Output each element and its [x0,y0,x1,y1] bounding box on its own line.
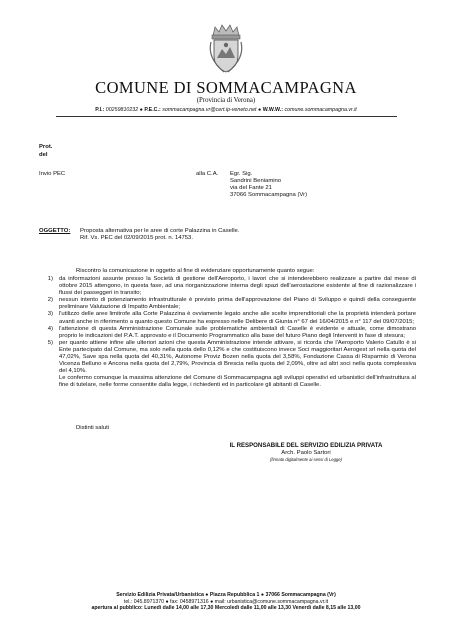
list-item [39,340,416,375]
footer-opening-hours: apertura al pubblico: Lunedì dalle 14,00 alle 17,30 Mercoledì dalle 11,00 alle 13,30 Venerdì dalle 8,15 alle 13,00 [91,605,361,612]
recipient-line: Egr. Sig. [230,171,253,177]
list-item-number: 3) [47,311,53,318]
signature-name: Arch. Paolo Sartori [281,450,331,456]
del-label: del [39,152,48,158]
www-value: comune.sommacampagna.vr.it [284,107,357,113]
greeting: Distinti saluti [76,425,110,431]
pec-label: P.E.C.: [144,107,161,113]
province-subtitle: (Provincia di Verona) [196,97,256,104]
subject-label: OGGETTO: [39,228,71,234]
recipient-to-label: alla C.A. [196,171,219,177]
municipality-title: COMUNE DI SOMMACAMPAGNA [95,78,357,97]
subject-text [80,228,239,242]
piva-label: P.I.: [95,107,105,113]
subject-line: Proposta alternativa per le aree di corte Palazzina in Caselle. [80,228,240,234]
footer-contacts: tel.: 045.8971370 ● fax: 0458971316 ● mail: urbanistica@comune.sommacampagna.vr.it [123,598,329,605]
recipient-block [230,171,307,199]
header-contacts: P.I.: 00259810232 ● P.E.C.: sommacampagna.vr@cert.ip-veneto.net ● W.W.W.: comune.sommacampagna.vr.it [95,107,357,113]
list-item-number: 2) [47,297,53,304]
closing-paragraph: Le confermo comunque la massima attenzione del Comune di Sommacampagna agli sviluppi operativi ed urbanistici dell'infrastruttura al fine di tutelare, nelle forme consentite dalla legge, i richiedenti ed in particolare gli abitanti di Caselle. [59,375,416,389]
body-intro: Riscontro la comunicazione in oggetto al fine di evidenziare opportunamente quanto segue: [76,268,315,274]
list-item [39,326,416,340]
subject-line: Rif. Vs. PEC del 02/09/2015 prot. n. 14753. [80,235,193,242]
signature-note: (firmato digitalmente ai sensi di Legge) [270,457,342,462]
recipient-line: Sandrini Beniamino [230,178,282,185]
list-item-text: per quanto attiene infine alle ulteriori azioni che questa Amministrazione intende attivare, si ricorda che l'Aeroporto Valerio Catullo è si Ente partecipato dal Comune, ma solo nella quota dello 0,12% e che costituiscono invece Soci maggioritari Aerogest srl nella quota del 47,02%, Save spa nella quota del 40,31%, Autonome Proviz Bozen nella quota del 3,58%, Fondazione Cassa di Risparmio di Verona Vicenza Belluno e Ancona nella quota del 2,79%, Provincia di Brescia nella quota del 2,09%, oltre ad altri soci nella quota complessiva del 4,10%. [59,339,416,375]
list-item [39,311,416,325]
list-item-text: da informazioni assunte presso la Società di gestione dell'Aeroporto, i lavori che si intenderebbero realizzare a partire dal mese di ottobre 2015 attengono, in questa fase, ad una riorganizzazione interna degli spazi dell'aerostazione esistente al fine di razionalizzare i flussi dei passeggeri in transito; [59,276,416,297]
list-item-text: nessun intento di potenziamento infrastrutturale è previsto prima dell'approvazione del Piano di Sviluppo e quindi della conseguente preliminare Valutazione di Impatto Ambientale; [59,297,416,311]
recipient-line: via del Fante 21 [230,185,272,192]
list-item [39,276,416,297]
list-item [39,297,416,311]
www-label: W.W.W.: [262,107,284,113]
sending-method: Invio PEC [39,171,66,177]
signature-block [206,442,406,462]
list-item-number: 1) [47,276,53,282]
footer-address: Servizio Edilizia Privata/Urbanistica ● Piazza Repubblica 1 ● 37066 Sommacampagna (Vr) [116,592,336,598]
piva-value: 00259810232 [105,107,139,113]
recipient-line: 37066 Sommacampagna (Vr) [230,192,308,199]
list-item-text: l'attenzione di questa Amministrazione Comunale sulle problematiche ambientali di Caselle è evidente e attuale, come dimostrano proprio le indicazioni del P.A.T. approvato e il Documento Programmatico alla base del futuro Piano degli Interventi in fase di stesura; [59,325,416,339]
footer [0,592,452,612]
pec-value: sommacampagna.vr@cert.ip-veneto.net [162,107,257,113]
list-item-number: 5) [47,339,53,346]
municipal-coat-of-arms-icon [205,22,247,74]
prot-label: Prot. [39,144,53,150]
list-item-text: l'utilizzo delle aree limitrofe alla Corte Palazzina è ovviamente legato anche alle scelte imprenditoriali che la proprietà intenderà portare avanti anche in riferimento a quanto questo Comune ha espresso nelle Delibere di Giunta n° 67 del 16/04/2015 e n° 117 del 09/07/2015; [59,311,416,325]
signature-role: IL RESPONSABILE DEL SERVIZIO EDILIZIA PRIVATA [229,442,383,449]
header-divider [56,116,397,117]
body-list [39,276,416,390]
list-item-number: 4) [47,325,53,332]
